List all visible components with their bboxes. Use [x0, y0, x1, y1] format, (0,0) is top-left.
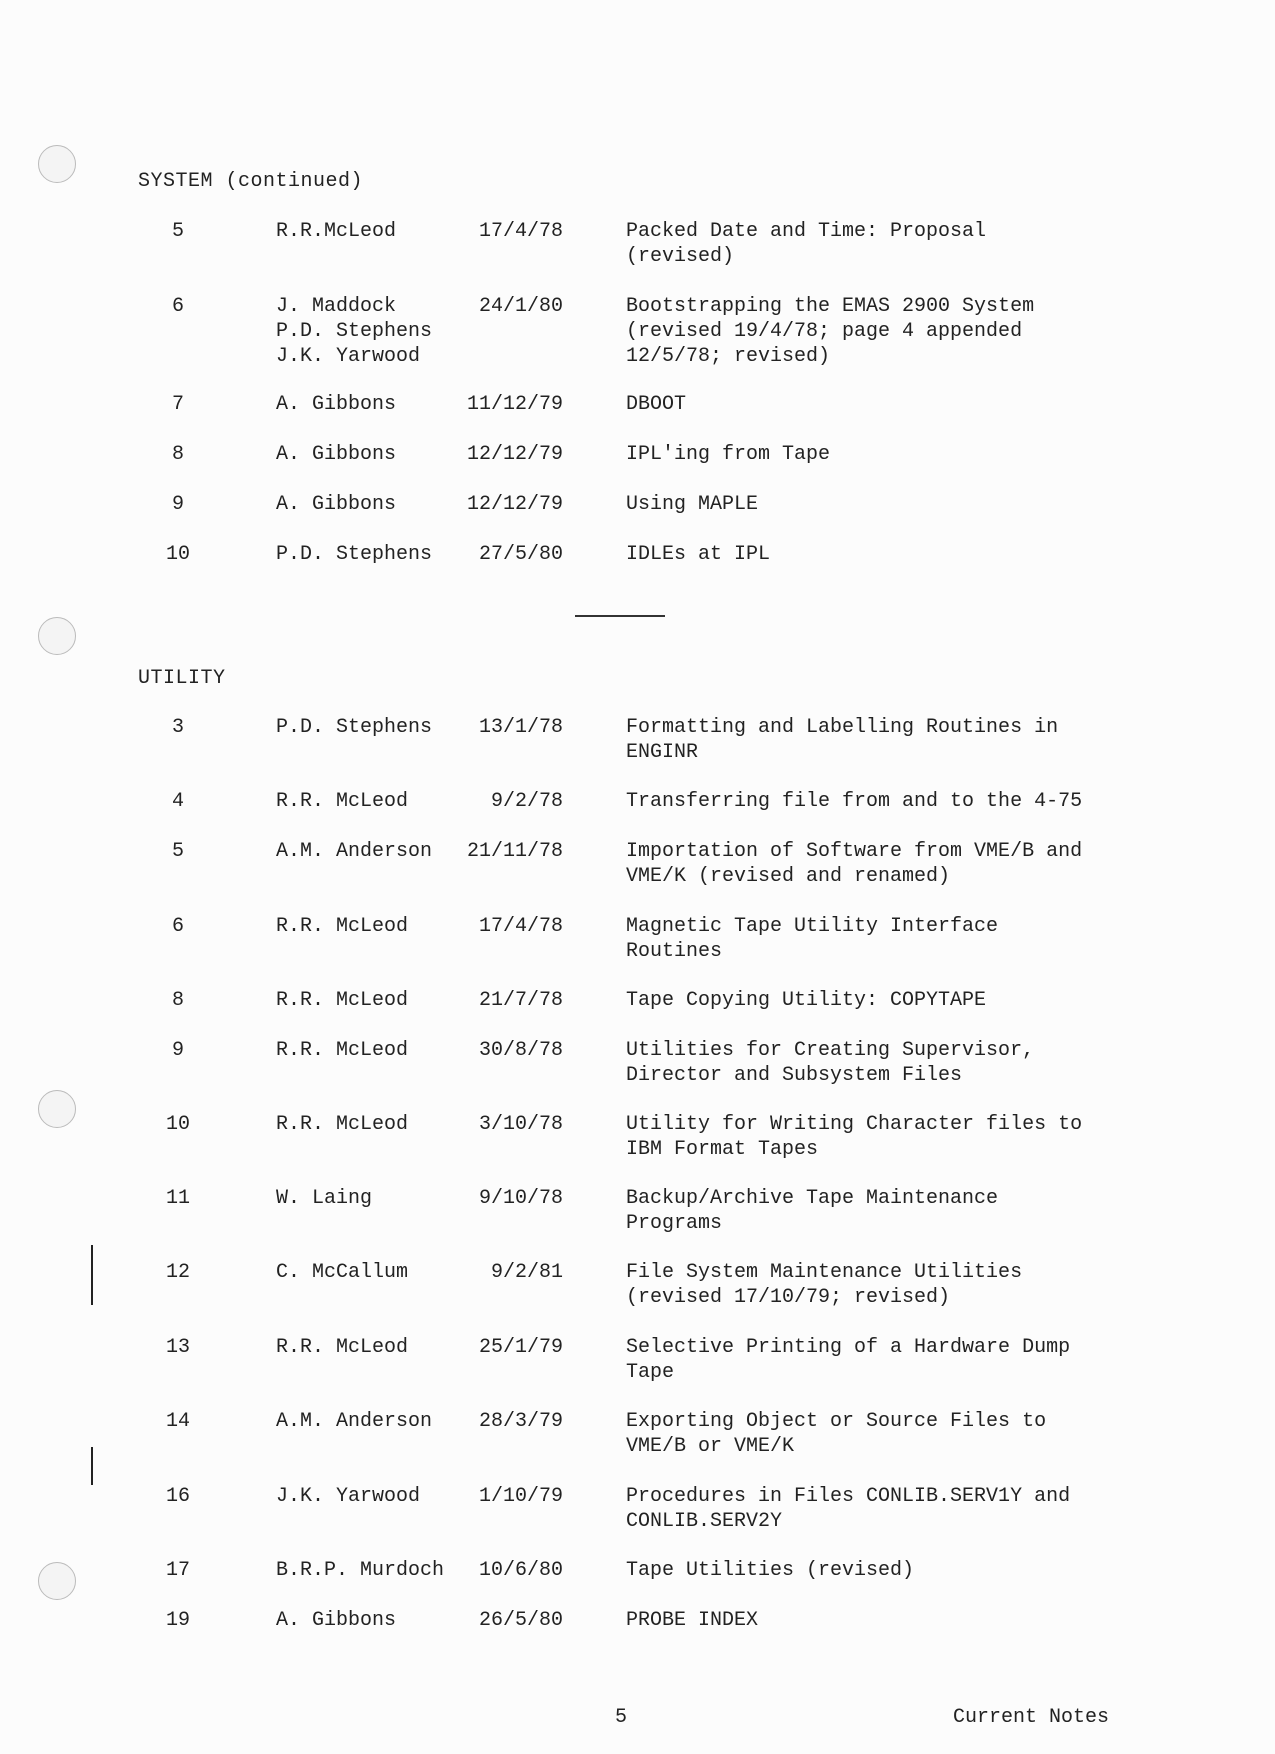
- entry-author: J. Maddock P.D. Stephens J.K. Yarwood: [276, 295, 433, 368]
- entry-author: R.R. McLeod: [276, 915, 409, 938]
- entry-date: 9/2/78: [490, 790, 563, 813]
- entry-date: 3/10/78: [478, 1113, 563, 1136]
- binder-hole: [38, 145, 76, 183]
- entry-author: B.R.P. Murdoch: [276, 1559, 445, 1582]
- entry-title: IPL'ing from Tape: [626, 443, 831, 466]
- margin-change-bar: [91, 1245, 93, 1305]
- section-heading-system: SYSTEM (continued): [138, 170, 364, 193]
- entry-title: Formatting and Labelling Routines in ENGINR: [626, 716, 1059, 764]
- entry-author: A. Gibbons: [276, 1609, 397, 1632]
- margin-change-bar: [91, 1447, 93, 1485]
- entry-number: 8: [171, 443, 184, 466]
- entry-author: P.D. Stephens: [276, 543, 433, 566]
- entry-author: P.D. Stephens: [276, 716, 433, 739]
- entry-title: Tape Copying Utility: COPYTAPE: [626, 989, 987, 1012]
- entry-number: 6: [171, 915, 184, 938]
- entry-number: 6: [171, 295, 184, 318]
- entry-author: R.R. McLeod: [276, 790, 409, 813]
- entry-title: Importation of Software from VME/B and VME/K (revised and renamed): [626, 840, 1083, 888]
- entry-date: 17/4/78: [478, 220, 563, 243]
- entry-title: IDLEs at IPL: [626, 543, 771, 566]
- footer-label: Current Notes: [953, 1706, 1110, 1729]
- entry-author: A. Gibbons: [276, 493, 397, 516]
- page-number: 5: [615, 1706, 628, 1729]
- entry-date: 25/1/79: [478, 1336, 563, 1359]
- entry-date: 24/1/80: [478, 295, 563, 318]
- entry-date: 27/5/80: [478, 543, 563, 566]
- entry-author: J.K. Yarwood: [276, 1485, 421, 1508]
- entry-date: 26/5/80: [478, 1609, 563, 1632]
- entry-title: DBOOT: [626, 393, 687, 416]
- entry-date: 12/12/79: [466, 493, 563, 516]
- entry-author: A. Gibbons: [276, 393, 397, 416]
- entry-number: 17: [165, 1559, 190, 1582]
- entry-date: 1/10/79: [478, 1485, 563, 1508]
- entry-author: A. Gibbons: [276, 443, 397, 466]
- entry-author: R.R. McLeod: [276, 1113, 409, 1136]
- entry-date: 17/4/78: [478, 915, 563, 938]
- section-heading-utility: UTILITY: [138, 667, 226, 690]
- entry-author: A.M. Anderson: [276, 840, 433, 863]
- entry-number: 11: [165, 1187, 190, 1210]
- entry-number: 8: [171, 989, 184, 1012]
- entry-date: 30/8/78: [478, 1039, 563, 1062]
- binder-hole: [38, 1090, 76, 1128]
- entry-number: 10: [165, 543, 190, 566]
- entry-title: Utilities for Creating Supervisor, Director and Subsystem Files: [626, 1039, 1035, 1087]
- entry-title: Using MAPLE: [626, 493, 759, 516]
- entry-author: C. McCallum: [276, 1261, 409, 1284]
- entry-author: W. Laing: [276, 1187, 373, 1210]
- entry-number: 5: [171, 840, 184, 863]
- entry-author: R.R. McLeod: [276, 1039, 409, 1062]
- entry-title: File System Maintenance Utilities (revised 17/10/79; revised): [626, 1261, 1023, 1309]
- entry-number: 3: [171, 716, 184, 739]
- entry-title: PROBE INDEX: [626, 1609, 759, 1632]
- entry-title: Exporting Object or Source Files to VME/B or VME/K: [626, 1410, 1047, 1458]
- section-divider: [575, 615, 665, 617]
- entry-title: Procedures in Files CONLIB.SERV1Y and CONLIB.SERV2Y: [626, 1485, 1071, 1533]
- entry-number: 16: [165, 1485, 190, 1508]
- entry-number: 12: [165, 1261, 190, 1284]
- entry-title: Magnetic Tape Utility Interface Routines: [626, 915, 999, 963]
- entry-number: 10: [165, 1113, 190, 1136]
- entry-number: 14: [165, 1410, 190, 1433]
- entry-title: Utility for Writing Character files to IBM Format Tapes: [626, 1113, 1083, 1161]
- entry-number: 9: [171, 493, 184, 516]
- entry-title: Bootstrapping the EMAS 2900 System (revised 19/4/78; page 4 appended 12/5/78; revised): [626, 295, 1035, 368]
- entry-title: Selective Printing of a Hardware Dump Tape: [626, 1336, 1071, 1384]
- entry-number: 4: [171, 790, 184, 813]
- entry-date: 11/12/79: [466, 393, 563, 416]
- entry-title: Packed Date and Time: Proposal (revised): [626, 220, 987, 268]
- entry-title: Backup/Archive Tape Maintenance Programs: [626, 1187, 999, 1235]
- entry-number: 13: [165, 1336, 190, 1359]
- entry-date: 21/11/78: [466, 840, 563, 863]
- binder-hole: [38, 617, 76, 655]
- entry-number: 7: [171, 393, 184, 416]
- entry-date: 21/7/78: [478, 989, 563, 1012]
- entry-date: 9/2/81: [490, 1261, 563, 1284]
- entry-date: 10/6/80: [478, 1559, 563, 1582]
- entry-number: 19: [165, 1609, 190, 1632]
- entry-author: R.R. McLeod: [276, 1336, 409, 1359]
- entry-number: 9: [171, 1039, 184, 1062]
- entry-title: Tape Utilities (revised): [626, 1559, 915, 1582]
- entry-date: 12/12/79: [466, 443, 563, 466]
- entry-title: Transferring file from and to the 4-75: [626, 790, 1083, 813]
- entry-number: 5: [171, 220, 184, 243]
- entry-date: 28/3/79: [478, 1410, 563, 1433]
- entry-author: R.R. McLeod: [276, 989, 409, 1012]
- entry-author: A.M. Anderson: [276, 1410, 433, 1433]
- binder-hole: [38, 1562, 76, 1600]
- entry-date: 13/1/78: [478, 716, 563, 739]
- entry-author: R.R.McLeod: [276, 220, 397, 243]
- entry-date: 9/10/78: [478, 1187, 563, 1210]
